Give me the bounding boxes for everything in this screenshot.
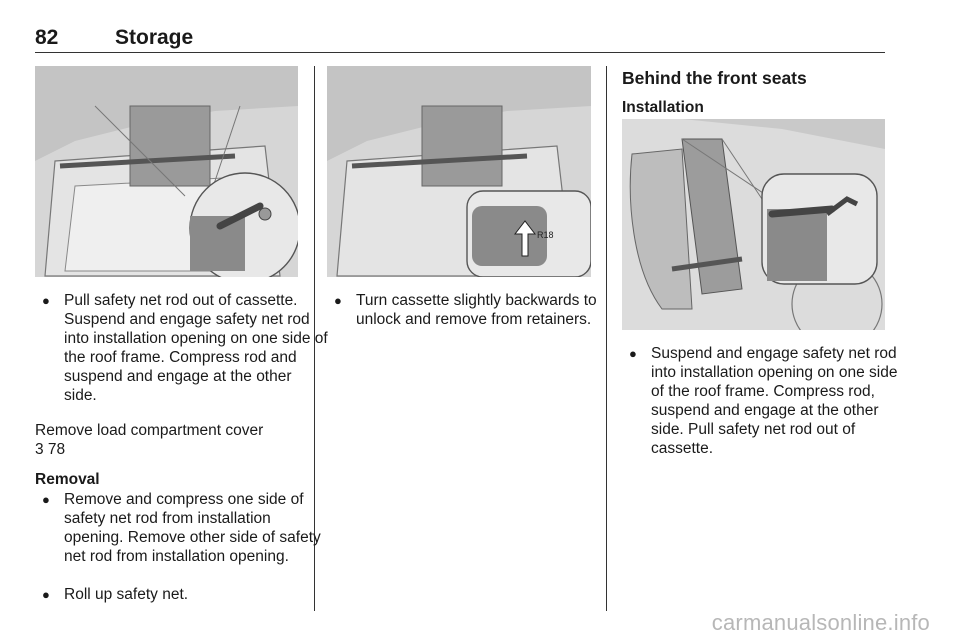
illustration-turn-cassette	[327, 66, 591, 277]
watermark: carmanualsonline.info	[711, 610, 930, 635]
section-heading: Behind the front seats	[622, 68, 807, 88]
list-item	[327, 291, 622, 329]
cassette-drawing	[327, 66, 591, 277]
list-item-text: Turn cassette slightly backwards to unlock and remove from retainers.	[356, 292, 597, 328]
front-seat-drawing	[622, 119, 885, 330]
list-item-text: Remove and compress one side of safety net rod from installation opening. Remove other side of safety net rod from installation opening.	[64, 491, 321, 565]
cross-reference-text: Remove load compartment cover	[35, 422, 264, 439]
bullet-dot: ●	[42, 293, 50, 308]
list-item	[35, 490, 328, 566]
subsection-heading: Installation	[622, 99, 704, 116]
cross-reference	[35, 421, 299, 459]
inset-label: R18	[537, 230, 554, 240]
column-divider	[606, 66, 607, 611]
bullet-dot: ●	[629, 346, 637, 361]
bullet-dot: ●	[42, 492, 50, 507]
list-item-text: Roll up safety net.	[64, 586, 189, 603]
list-item	[35, 291, 328, 405]
removal-heading: Removal	[35, 471, 100, 488]
bullet-dot: ●	[42, 587, 50, 602]
illustration-remove-safety-net	[35, 66, 298, 277]
bullet-dot: ●	[334, 293, 342, 308]
page-number: 82	[35, 26, 59, 49]
list-item	[622, 344, 913, 458]
list-item-text: Suspend and engage safety net rod into installation opening on one side of the roof frame. Compress rod, suspend and engage at the other side. Pull safety net rod out of cassette.	[651, 345, 898, 457]
list-item	[35, 585, 328, 604]
cross-reference-page[interactable]: 3 78	[35, 441, 66, 458]
cargo-area-drawing	[35, 66, 298, 277]
page-header	[35, 22, 885, 53]
list-item-text: Pull safety net rod out of cassette. Suspend and engage safety net rod into installation opening on one side of the roof frame. Compress rod and suspend and engage at the other side.	[64, 292, 328, 404]
section-title: Storage	[115, 26, 194, 49]
illustration-front-seat-net	[622, 119, 885, 330]
